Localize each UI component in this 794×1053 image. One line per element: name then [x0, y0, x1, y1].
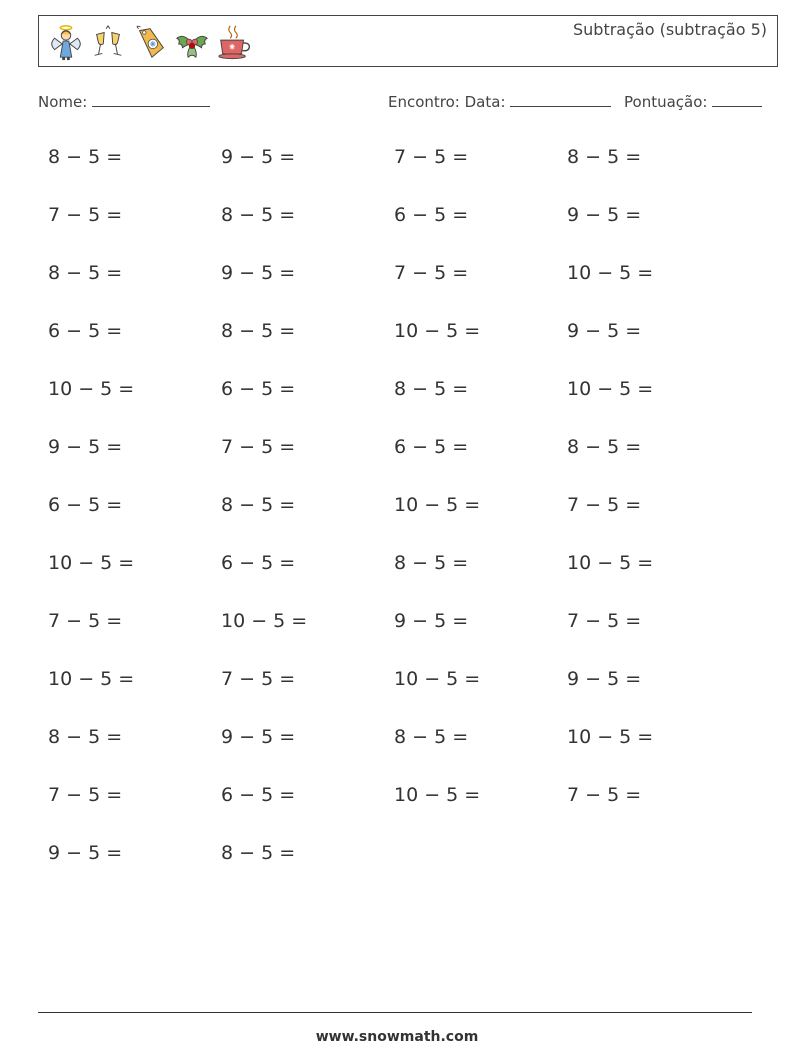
problem-item: 6 − 5 =	[48, 320, 123, 342]
worksheet-title: Subtração (subtração 5)	[572, 20, 767, 39]
problem-item: 8 − 5 =	[48, 726, 123, 748]
meeting-date-blank	[510, 92, 611, 107]
problem-item: 8 − 5 =	[567, 146, 642, 168]
problem-item: 7 − 5 =	[48, 784, 123, 806]
problem-item: 8 − 5 =	[394, 726, 469, 748]
problem-item: 6 − 5 =	[394, 436, 469, 458]
problem-item: 10 − 5 =	[567, 378, 654, 400]
problem-item: 6 − 5 =	[221, 784, 296, 806]
name-label: Nome:	[38, 93, 88, 111]
problem-item: 7 − 5 =	[394, 262, 469, 284]
problem-item: 7 − 5 =	[48, 204, 123, 226]
problem-item: 7 − 5 =	[567, 610, 642, 632]
meeting-date-label: Encontro: Data:	[388, 93, 506, 111]
problem-item: 8 − 5 =	[221, 320, 296, 342]
problem-item: 9 − 5 =	[48, 436, 123, 458]
champagne-glasses-icon	[89, 23, 127, 61]
problem-item: 6 − 5 =	[221, 552, 296, 574]
problem-item: 10 − 5 =	[48, 668, 135, 690]
problem-item: 8 − 5 =	[221, 494, 296, 516]
problem-item: 9 − 5 =	[567, 320, 642, 342]
problem-item: 8 − 5 =	[394, 378, 469, 400]
problem-item: 9 − 5 =	[394, 610, 469, 632]
score-label: Pontuação:	[624, 93, 708, 111]
holly-icon	[173, 23, 211, 61]
problem-item: 9 − 5 =	[567, 668, 642, 690]
score-field	[624, 92, 762, 111]
problem-item: 9 − 5 =	[221, 146, 296, 168]
problem-item: 9 − 5 =	[567, 204, 642, 226]
problem-item: 10 − 5 =	[567, 726, 654, 748]
name-blank	[92, 92, 210, 107]
problem-item: 10 − 5 =	[394, 320, 481, 342]
worksheet-header	[38, 15, 778, 67]
problem-item: 8 − 5 =	[394, 552, 469, 574]
problem-item: 7 − 5 =	[567, 784, 642, 806]
gift-tag-icon	[131, 23, 169, 61]
problem-item: 10 − 5 =	[394, 784, 481, 806]
problem-item: 6 − 5 =	[48, 494, 123, 516]
problem-item: 8 − 5 =	[221, 204, 296, 226]
problem-item: 10 − 5 =	[48, 378, 135, 400]
problem-item: 7 − 5 =	[221, 436, 296, 458]
problem-item: 6 − 5 =	[221, 378, 296, 400]
problem-item: 9 − 5 =	[221, 262, 296, 284]
problem-item: 8 − 5 =	[567, 436, 642, 458]
problem-item: 8 − 5 =	[221, 842, 296, 864]
problem-item: 7 − 5 =	[48, 610, 123, 632]
problem-item: 10 − 5 =	[394, 668, 481, 690]
problem-item: 8 − 5 =	[48, 262, 123, 284]
problem-item: 7 − 5 =	[221, 668, 296, 690]
name-field	[38, 92, 210, 111]
footer-divider	[38, 1012, 752, 1013]
problem-item: 10 − 5 =	[48, 552, 135, 574]
problem-item: 8 − 5 =	[48, 146, 123, 168]
header-icons	[47, 23, 253, 61]
problem-item: 10 − 5 =	[567, 262, 654, 284]
meeting-date-field	[388, 92, 611, 111]
problem-item: 6 − 5 =	[394, 204, 469, 226]
score-blank	[712, 92, 762, 107]
problem-item: 10 − 5 =	[394, 494, 481, 516]
problem-item: 7 − 5 =	[394, 146, 469, 168]
problem-item: 7 − 5 =	[567, 494, 642, 516]
problem-item: 10 − 5 =	[567, 552, 654, 574]
problem-item: 9 − 5 =	[48, 842, 123, 864]
problem-item: 9 − 5 =	[221, 726, 296, 748]
hot-cup-icon	[215, 23, 253, 61]
angel-icon	[47, 23, 85, 61]
problem-item: 10 − 5 =	[221, 610, 308, 632]
footer-url: www.snowmath.com	[315, 1029, 479, 1045]
